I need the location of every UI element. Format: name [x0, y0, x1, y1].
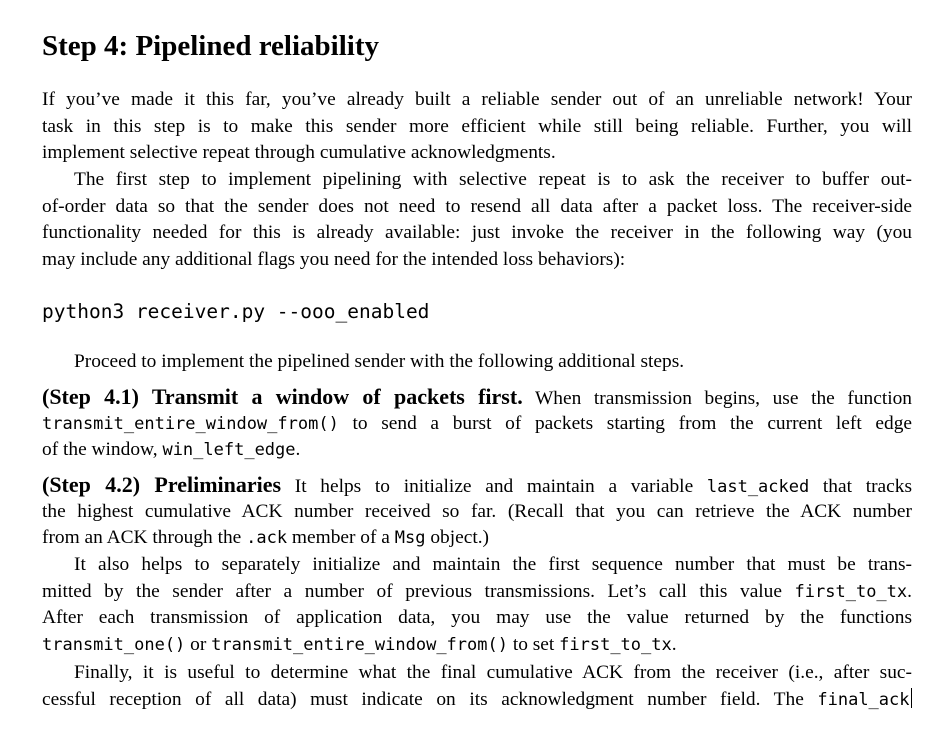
step-4-1-paragraph: [42, 384, 912, 464]
final-ack-line-1: Finally, it is useful to determine what the final cumulative ACK from the receiver (i.e., after suc-: [74, 662, 912, 683]
buffer-line-2: of-order data so that the sender does not need to resend all data after a packet loss. The receiver-side: [42, 195, 912, 217]
buffer-line-1: The first step to implement pipelining with selective repeat is to ask the receiver to buffer out-: [74, 169, 912, 190]
step-4-1-heading: (Step 4.1) Transmit a window of packets first.: [42, 384, 523, 409]
step-4-1-line-1: (Step 4.1) Transmit a window of packets first. When transmission begins, use the function: [42, 384, 912, 409]
first-to-tx-line-3: After each transmission of application data, you may use the value returned by the functions: [42, 607, 912, 629]
step-4-2-line-3: from an ACK through the .ack member of a Msg object.): [42, 527, 490, 549]
proceed-line: Proceed to implement the pipelined sender with the following additional steps.: [74, 351, 685, 372]
code-transmit-entire-window-from: transmit_entire_window_from(): [42, 413, 339, 434]
code-win-left-edge: win_left_edge: [162, 440, 296, 461]
code-final-ack: final_ack: [817, 689, 910, 710]
buffer-paragraph: [42, 167, 912, 273]
final-ack-line-2: cessful reception of all data) must indicate on its acknowledgment number field. The final_ack: [42, 687, 912, 714]
step-4-1-line-3: of the window, win_left_edge.: [42, 439, 301, 461]
buffer-line-3: functionality needed for this is already available: just invoke the receiver in the following way (you: [42, 222, 912, 244]
step-4-2-line-2: the highest cumulative ACK number received so far. (Recall that you can retrieve the ACK number: [42, 500, 912, 522]
section-title: Step 4: Pipelined reliability: [42, 30, 379, 62]
code-transmit-entire-window-from-2: transmit_entire_window_from(): [211, 634, 508, 655]
intro-line-2: task in this step is to make this sender more efficient while still being reliable. Further, you will: [42, 115, 912, 137]
first-to-tx-line-1: It also helps to separately initialize and maintain the first sequence number that must be trans-: [74, 554, 912, 575]
code-first-to-tx: first_to_tx: [794, 581, 908, 602]
intro-line-1: If you’ve made it this far, you’ve already built a reliable sender out of an unreliable network! Your: [42, 89, 912, 110]
first-to-tx-line-4: transmit_one() or transmit_entire_window_from() to set first_to_tx.: [42, 633, 677, 655]
intro-line-3: implement selective repeat through cumulative acknowledgments.: [42, 142, 556, 164]
step-4-2-line-1: (Step 4.2) Preliminaries It helps to initialize and maintain a variable last_acked that tracks: [42, 472, 912, 497]
final-ack-paragraph: [42, 660, 912, 713]
step-4-2-paragraph: [42, 472, 912, 552]
step-4-1-line-2: transmit_entire_window_from() to send a burst of packets starting from the current left edge: [42, 412, 912, 434]
code-last-acked: last_acked: [706, 477, 810, 497]
code-ack-member: .ack: [246, 528, 288, 549]
buffer-line-4: may include any additional flags you need for the intended loss behaviors):: [42, 248, 626, 270]
code-msg: Msg: [394, 528, 426, 549]
step-4-2-heading: (Step 4.2) Preliminaries: [42, 472, 282, 497]
first-to-tx-paragraph: [42, 552, 912, 658]
text-cursor: [911, 688, 913, 708]
first-to-tx-line-2: mitted by the sender after a number of previous transmissions. Let’s call this value first_to_tx.: [42, 580, 912, 602]
intro-paragraph: [42, 87, 912, 167]
receiver-command: python3 receiver.py --ooo_enabled: [42, 300, 430, 323]
code-first-to-tx-2: first_to_tx: [559, 634, 672, 655]
code-transmit-one: transmit_one(): [42, 634, 186, 655]
proceed-paragraph: [42, 349, 912, 376]
